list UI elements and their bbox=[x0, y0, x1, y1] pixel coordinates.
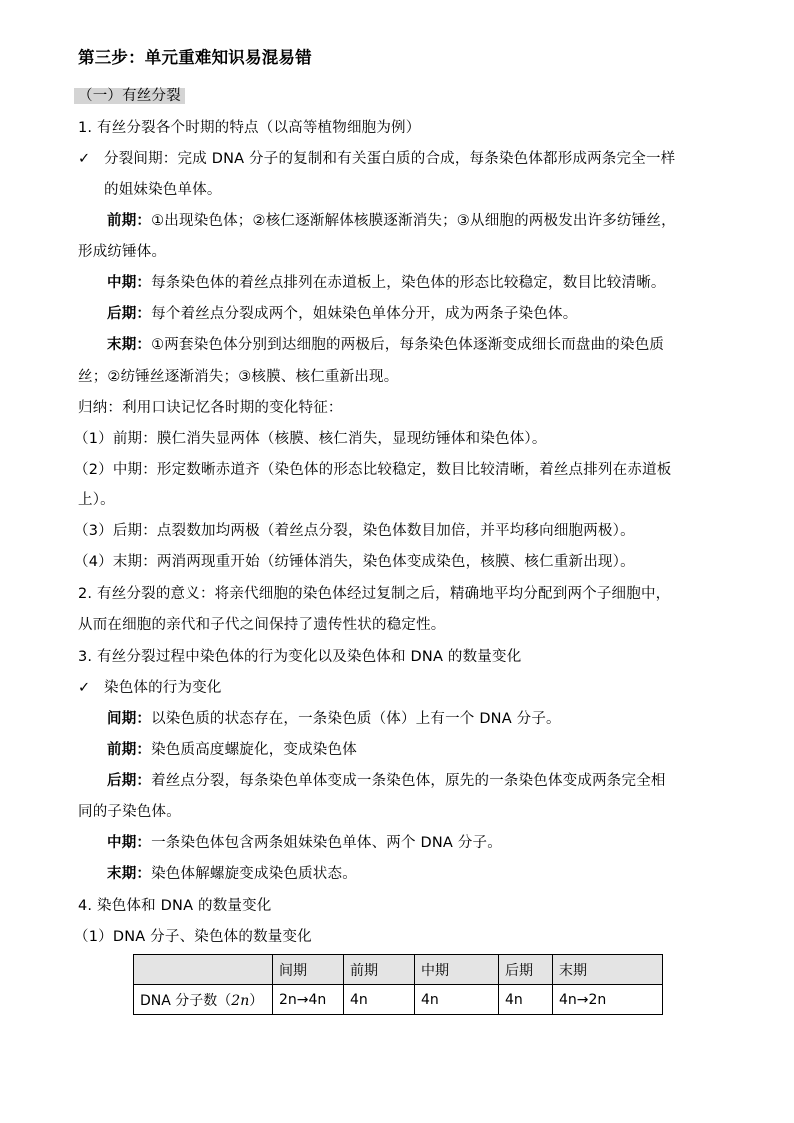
paragraph-anaphase bbox=[107, 304, 577, 324]
mnemonic-3: （3）后期：点裂数加均两极（着丝点分裂，染色体数目加倍，并平均移向细胞两极）。 bbox=[74, 523, 635, 539]
table-header-cell: 中期 bbox=[415, 955, 499, 985]
term-label: 间期： bbox=[107, 711, 152, 727]
mnemonic-4: （4）末期：两消两现重开始（纺锤体消失，染色体变成染色，核膜、核仁重新出现）。 bbox=[74, 554, 635, 570]
mnemonic-2: （2）中期：形定数晰赤道齐（染色体的形态比较稳定，数目比较清晰，着丝点排列在赤道板 bbox=[74, 462, 672, 478]
summary-heading: 归纳：利用口诀记忆各时期的变化特征： bbox=[78, 400, 343, 416]
text-line: ①两套染色体分别到达细胞的两极后，每条染色体逐渐变成细长而盘曲的染色质 bbox=[151, 337, 665, 353]
text-line: 丝；②纺锤丝逐渐消失；③核膜、核仁重新出现。 bbox=[78, 369, 399, 385]
checkmark-icon: ✓ bbox=[78, 680, 91, 696]
section-label bbox=[74, 86, 185, 106]
item-2-heading: 2. 有丝分裂的意义：将亲代细胞的染色体经过复制之后，精确地平均分配到两个子细胞中， bbox=[78, 586, 671, 602]
item-4-heading: 4. 染色体和 DNA 的数量变化 bbox=[78, 898, 272, 914]
text-line: 每条染色体的着丝点排列在赤道板上，染色体的形态比较稳定，数目比较清晰。 bbox=[151, 275, 666, 291]
text-line: 染色体的行为变化 bbox=[104, 680, 222, 696]
sub-heading-1: （1）DNA 分子、染色体的数量变化 bbox=[74, 929, 312, 945]
paragraph-prophase bbox=[107, 211, 676, 231]
behavior-telophase bbox=[107, 864, 357, 884]
table-header-cell: 后期 bbox=[499, 955, 553, 985]
text-line: 形成纺锤体。 bbox=[78, 244, 167, 260]
paragraph-metaphase bbox=[107, 273, 666, 293]
row-label-variable: 2n bbox=[231, 992, 250, 1009]
term-label: 中期： bbox=[107, 275, 152, 291]
paragraph-telophase bbox=[107, 335, 664, 355]
term-label: 末期： bbox=[107, 337, 152, 353]
table-header-row bbox=[134, 955, 663, 985]
table-header-cell: 前期 bbox=[344, 955, 415, 985]
table-header-cell bbox=[134, 955, 273, 985]
page-heading: 第三步：单元重难知识易混易错 bbox=[78, 48, 312, 67]
table-header-cell: 间期 bbox=[273, 955, 344, 985]
text-line: 的姐妹染色单体。 bbox=[104, 182, 222, 198]
term-label: 中期： bbox=[107, 835, 152, 851]
checkmark-icon: ✓ bbox=[78, 151, 91, 167]
text-line: 着丝点分裂，每条染色单体变成一条染色体，原先的一条染色体变成两条完全相 bbox=[151, 773, 666, 789]
table-row-label bbox=[134, 985, 273, 1015]
table-header-cell: 末期 bbox=[553, 955, 663, 985]
item-1-heading: 1. 有丝分裂各个时期的特点（以高等植物细胞为例） bbox=[78, 120, 421, 136]
table-row bbox=[134, 985, 663, 1015]
table-cell: 4n→2n bbox=[553, 985, 663, 1015]
row-label-text: DNA 分子数（ bbox=[140, 992, 232, 1009]
item-3-heading: 3. 有丝分裂过程中染色体的行为变化以及染色体和 DNA 的数量变化 bbox=[78, 649, 522, 665]
text-line: 一条染色体包含两条姐妹染色单体、两个 DNA 分子。 bbox=[151, 835, 502, 851]
behavior-interphase bbox=[107, 709, 561, 729]
text-line: 上）。 bbox=[78, 492, 115, 508]
term-label: 前期： bbox=[107, 213, 152, 229]
row-label-close: ） bbox=[249, 992, 264, 1009]
dna-count-table bbox=[133, 954, 663, 1015]
paragraph-interphase bbox=[78, 149, 675, 169]
section-label-text: （一）有丝分裂 bbox=[74, 88, 185, 104]
table-cell: 4n bbox=[415, 985, 499, 1015]
text-line: 分裂间期：完成 DNA 分子的复制和有关蛋白质的合成，每条染色体都形成两条完全一样 bbox=[104, 151, 676, 167]
text-line: 每个着丝点分裂成两个，姐妹染色单体分开，成为两条子染色体。 bbox=[151, 306, 578, 322]
text-line: 从而在细胞的亲代和子代之间保持了遗传性状的稳定性。 bbox=[78, 617, 446, 633]
term-label: 末期： bbox=[107, 866, 152, 882]
term-label: 后期： bbox=[107, 306, 152, 322]
table-cell: 4n bbox=[499, 985, 553, 1015]
chromosome-behavior-heading bbox=[78, 678, 222, 698]
text-line: 染色体解螺旋变成染色质状态。 bbox=[151, 866, 357, 882]
behavior-prophase bbox=[107, 740, 357, 760]
text-line: 以染色质的状态存在，一条染色质（体）上有一个 DNA 分子。 bbox=[151, 711, 561, 727]
behavior-metaphase bbox=[107, 833, 502, 853]
text-line: 染色质高度螺旋化，变成染色体 bbox=[151, 742, 357, 758]
table-cell: 4n bbox=[344, 985, 415, 1015]
mnemonic-1: （1）前期：膜仁消失显两体（核膜、核仁消失，显现纺锤体和染色体）。 bbox=[74, 431, 547, 447]
text-line: 同的子染色体。 bbox=[78, 804, 181, 820]
table-cell: 2n→4n bbox=[273, 985, 344, 1015]
behavior-anaphase bbox=[107, 771, 666, 791]
term-label: 前期： bbox=[107, 742, 152, 758]
term-label: 后期： bbox=[107, 773, 152, 789]
text-line: ①出现染色体；②核仁逐渐解体核膜逐渐消失；③从细胞的两极发出许多纺锤丝， bbox=[151, 213, 676, 229]
